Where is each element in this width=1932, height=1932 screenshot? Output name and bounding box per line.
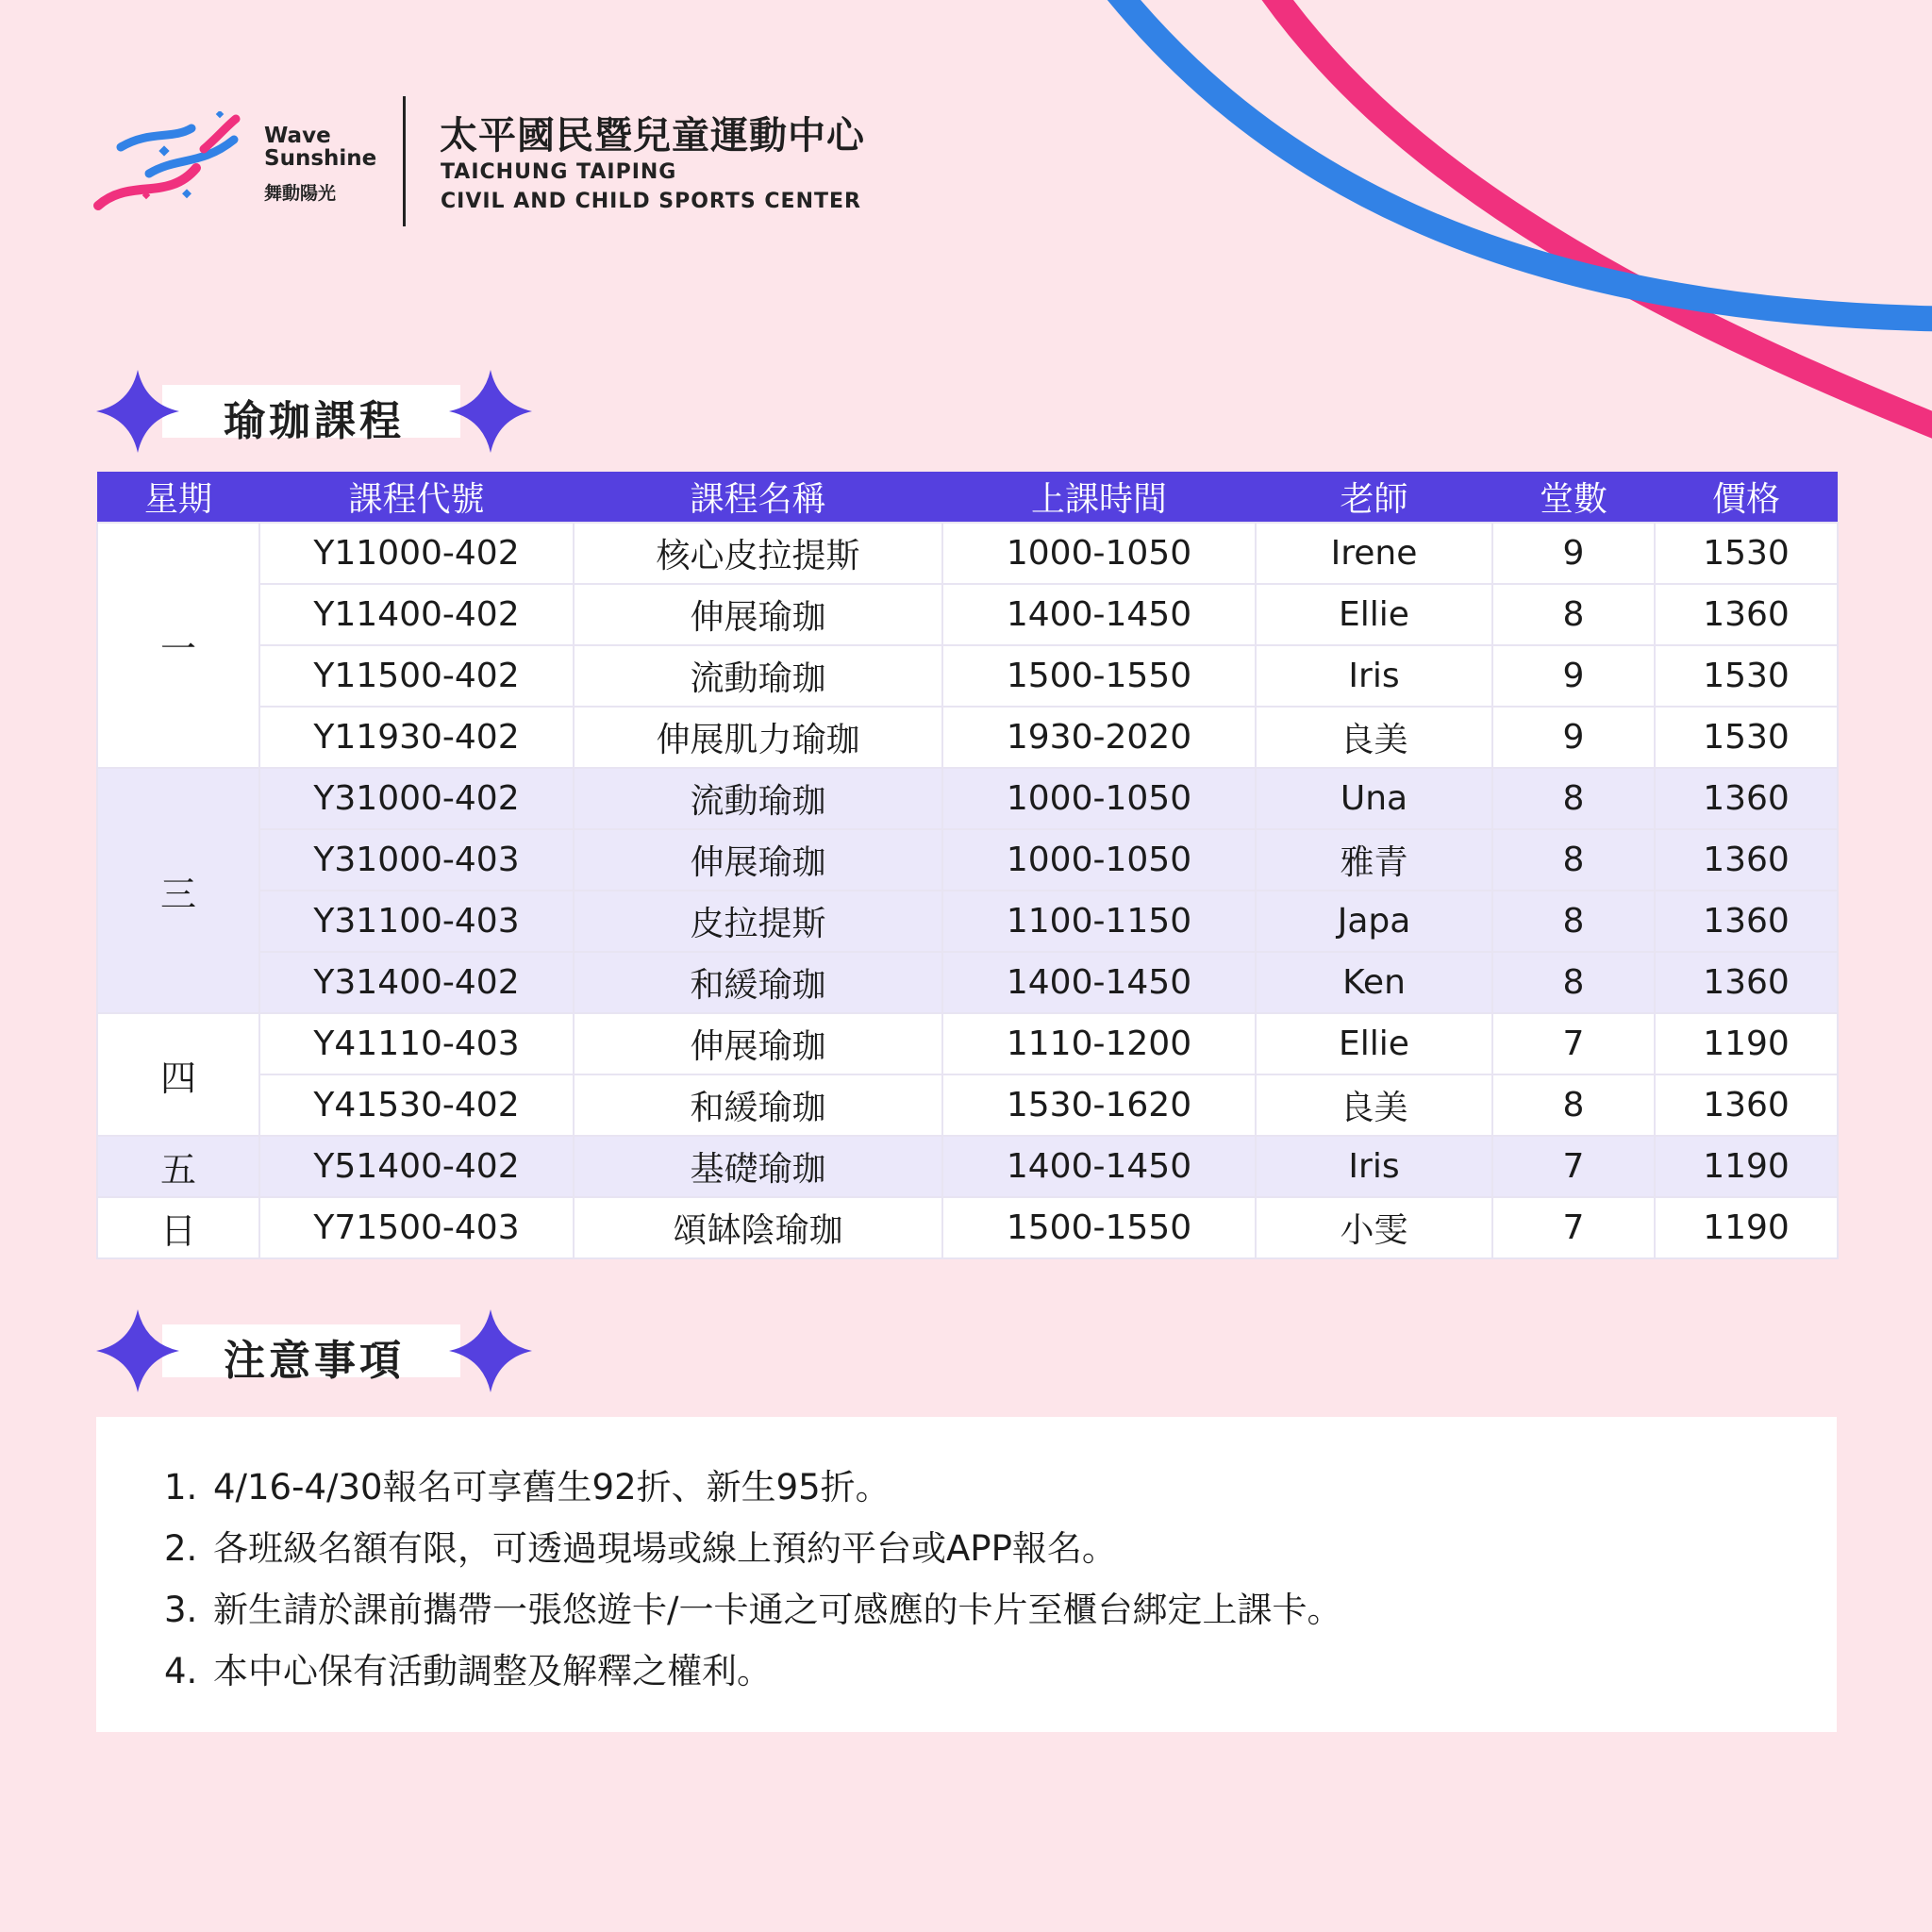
teacher-cell: 雅青 — [1256, 829, 1492, 891]
column-header: 課程代號 — [259, 472, 574, 523]
courses-section-title: 瑜珈課程 — [224, 397, 405, 445]
course-name-cell: 流動瑜珈 — [574, 645, 942, 707]
column-header: 課程名稱 — [574, 472, 942, 523]
course-code-cell: Y41530-402 — [259, 1074, 574, 1136]
table-row — [97, 707, 1838, 768]
table-row — [97, 829, 1838, 891]
teacher-cell: Japa — [1256, 891, 1492, 952]
note-item — [164, 1457, 1341, 1518]
session-count-cell: 7 — [1492, 1136, 1655, 1197]
brand-name-line2: Sunshine — [264, 146, 377, 171]
table-row — [97, 584, 1838, 645]
note-text: 新生請於課前攜帶一張悠遊卡/一卡通之可感應的卡片至櫃台綁定上課卡。 — [213, 1590, 1342, 1630]
session-count-cell: 8 — [1492, 1074, 1655, 1136]
column-header: 老師 — [1256, 472, 1492, 523]
courses-section-label — [96, 370, 532, 453]
course-time-cell: 1930-2020 — [942, 707, 1256, 768]
course-code-cell: Y11500-402 — [259, 645, 574, 707]
course-code-cell: Y31100-403 — [259, 891, 574, 952]
header-divider — [403, 96, 406, 226]
course-time-cell: 1500-1550 — [942, 1197, 1256, 1258]
course-name-cell: 伸展瑜珈 — [574, 584, 942, 645]
course-code-cell: Y31000-402 — [259, 768, 574, 829]
course-code-cell: Y51400-402 — [259, 1136, 574, 1197]
course-time-cell: 1400-1450 — [942, 952, 1256, 1013]
weekday-cell: 一 — [97, 523, 259, 768]
teacher-cell: 良美 — [1256, 707, 1492, 768]
course-name-cell: 皮拉提斯 — [574, 891, 942, 952]
course-name-cell: 流動瑜珈 — [574, 768, 942, 829]
table-row — [97, 1197, 1838, 1258]
course-name-cell: 基礎瑜珈 — [574, 1136, 942, 1197]
price-cell: 1360 — [1655, 891, 1838, 952]
course-time-cell: 1500-1550 — [942, 645, 1256, 707]
table-row — [97, 645, 1838, 707]
course-time-cell: 1110-1200 — [942, 1013, 1256, 1074]
teacher-cell: 良美 — [1256, 1074, 1492, 1136]
weekday-cell: 三 — [97, 768, 259, 1013]
session-count-cell: 9 — [1492, 645, 1655, 707]
wave-sunshine-logo-icon — [92, 111, 243, 215]
weekday-cell: 四 — [97, 1013, 259, 1136]
course-time-cell: 1000-1050 — [942, 768, 1256, 829]
course-code-cell: Y71500-403 — [259, 1197, 574, 1258]
price-cell: 1190 — [1655, 1197, 1838, 1258]
teacher-cell: Iris — [1256, 1136, 1492, 1197]
center-subtitle-line2: CIVIL AND CHILD SPORTS CENTER — [441, 190, 861, 213]
course-time-cell: 1400-1450 — [942, 1136, 1256, 1197]
course-time-cell: 1000-1050 — [942, 523, 1256, 584]
price-cell: 1190 — [1655, 1013, 1838, 1074]
course-name-cell: 伸展瑜珈 — [574, 1013, 942, 1074]
notes-list — [164, 1457, 1341, 1702]
notes-section-label — [96, 1309, 532, 1392]
course-code-cell: Y31400-402 — [259, 952, 574, 1013]
course-name-cell: 伸展肌力瑜珈 — [574, 707, 942, 768]
brand-name — [264, 125, 376, 170]
price-cell: 1360 — [1655, 584, 1838, 645]
price-cell: 1360 — [1655, 829, 1838, 891]
course-name-cell: 頌缽陰瑜珈 — [574, 1197, 942, 1258]
note-number: 1. — [164, 1467, 198, 1507]
note-item — [164, 1579, 1341, 1641]
note-item — [164, 1518, 1341, 1579]
course-name-cell: 伸展瑜珈 — [574, 829, 942, 891]
note-text: 本中心保有活動調整及解釋之權利。 — [213, 1651, 772, 1691]
course-code-cell: Y41110-403 — [259, 1013, 574, 1074]
price-cell: 1530 — [1655, 523, 1838, 584]
teacher-cell: Ellie — [1256, 1013, 1492, 1074]
table-row — [97, 891, 1838, 952]
table-header-row — [97, 472, 1838, 523]
teacher-cell: Ken — [1256, 952, 1492, 1013]
session-count-cell: 8 — [1492, 768, 1655, 829]
session-count-cell: 8 — [1492, 584, 1655, 645]
price-cell: 1190 — [1655, 1136, 1838, 1197]
note-number: 4. — [164, 1651, 198, 1691]
brand-name-line1: Wave — [264, 124, 331, 148]
price-cell: 1360 — [1655, 768, 1838, 829]
course-time-cell: 1000-1050 — [942, 829, 1256, 891]
blue-ribbon — [1108, 0, 1932, 319]
table-row — [97, 768, 1838, 829]
course-time-cell: 1530-1620 — [942, 1074, 1256, 1136]
price-cell: 1360 — [1655, 952, 1838, 1013]
notes-box — [96, 1417, 1837, 1732]
column-header: 堂數 — [1492, 472, 1655, 523]
teacher-cell: Ellie — [1256, 584, 1492, 645]
column-header: 星期 — [97, 472, 259, 523]
session-count-cell: 8 — [1492, 829, 1655, 891]
table-row — [97, 523, 1838, 584]
column-header: 價格 — [1655, 472, 1838, 523]
note-number: 3. — [164, 1590, 198, 1630]
course-time-cell: 1100-1150 — [942, 891, 1256, 952]
center-title: 太平國民暨兒童運動中心 — [440, 114, 865, 158]
teacher-cell: Iris — [1256, 645, 1492, 707]
course-code-cell: Y11000-402 — [259, 523, 574, 584]
course-time-cell: 1400-1450 — [942, 584, 1256, 645]
course-name-cell: 核心皮拉提斯 — [574, 523, 942, 584]
pink-ribbon — [1264, 0, 1932, 429]
weekday-cell: 五 — [97, 1136, 259, 1197]
note-text: 4/16-4/30報名可享舊生92折、新生95折。 — [213, 1467, 891, 1507]
course-name-cell: 和緩瑜珈 — [574, 952, 942, 1013]
session-count-cell: 9 — [1492, 707, 1655, 768]
notes-section-title: 注意事項 — [224, 1337, 405, 1385]
session-count-cell: 7 — [1492, 1013, 1655, 1074]
price-cell: 1360 — [1655, 1074, 1838, 1136]
course-name-cell: 和緩瑜珈 — [574, 1074, 942, 1136]
note-item — [164, 1641, 1341, 1702]
course-code-cell: Y31000-403 — [259, 829, 574, 891]
note-number: 2. — [164, 1528, 198, 1569]
price-cell: 1530 — [1655, 707, 1838, 768]
center-subtitle-line1: TAICHUNG TAIPING — [441, 160, 677, 184]
session-count-cell: 9 — [1492, 523, 1655, 584]
session-count-cell: 8 — [1492, 891, 1655, 952]
teacher-cell: Una — [1256, 768, 1492, 829]
teacher-cell: 小雯 — [1256, 1197, 1492, 1258]
column-header: 上課時間 — [942, 472, 1256, 523]
teacher-cell: Irene — [1256, 523, 1492, 584]
note-text: 各班級名額有限，可透過現場或線上預約平台或APP報名。 — [213, 1528, 1117, 1569]
course-code-cell: Y11400-402 — [259, 584, 574, 645]
weekday-cell: 日 — [97, 1197, 259, 1258]
table-row — [97, 952, 1838, 1013]
price-cell: 1530 — [1655, 645, 1838, 707]
session-count-cell: 7 — [1492, 1197, 1655, 1258]
table-row — [97, 1136, 1838, 1197]
session-count-cell: 8 — [1492, 952, 1655, 1013]
table-row — [97, 1074, 1838, 1136]
brand-name-zh: 舞動陽光 — [264, 183, 337, 204]
table-row — [97, 1013, 1838, 1074]
course-code-cell: Y11930-402 — [259, 707, 574, 768]
course-schedule-table — [96, 472, 1839, 1259]
